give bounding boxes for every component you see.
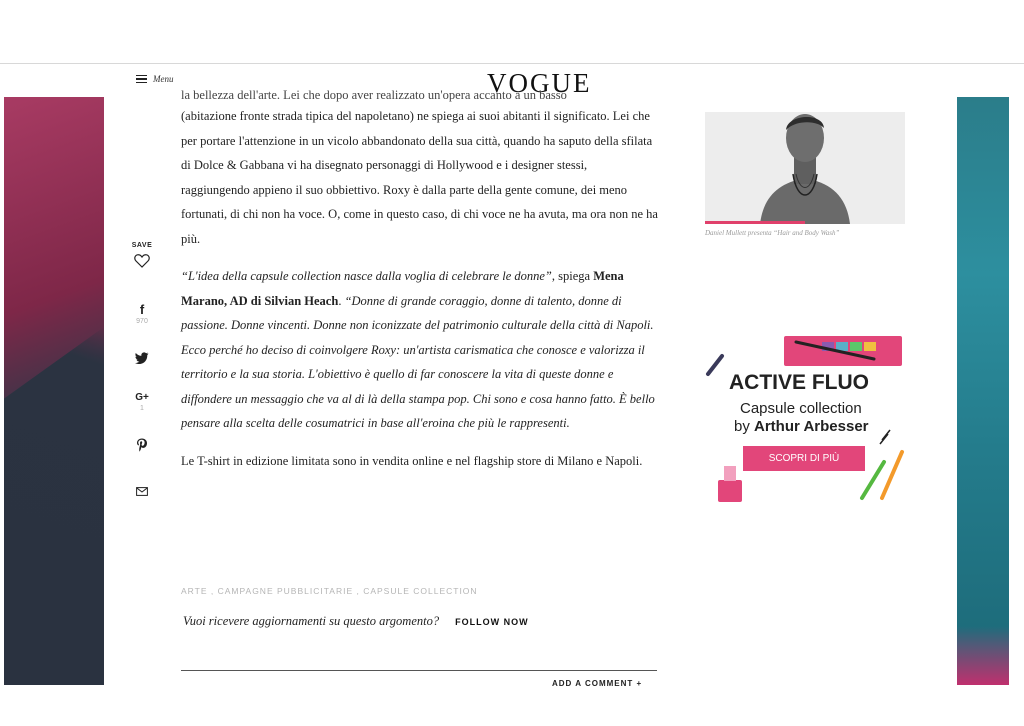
- email-icon[interactable]: [136, 483, 148, 501]
- follow-topic: [183, 614, 529, 629]
- article-cutoff-line: la bellezza dell'arte. Lei che dopo aver realizzato un'opera accanto a un basso: [181, 88, 567, 102]
- article-paragraph: Le T-shirt in edizione limitata sono in vendita online e nel flagship store di Milano e Napoli.: [181, 453, 643, 468]
- quote-text: “L'idea della capsule collection nasce dalla voglia di celebrare le donne”: [181, 269, 552, 283]
- article-body: [181, 88, 659, 486]
- follow-now-button[interactable]: FOLLOW NOW: [455, 616, 529, 627]
- article-paragraph: [181, 264, 659, 436]
- ad-byline: [734, 418, 869, 435]
- hamburger-icon: [136, 75, 147, 84]
- pinterest-icon[interactable]: [136, 438, 148, 457]
- comments-divider: [181, 670, 657, 671]
- scopri-button[interactable]: SCOPRI DI PIÙ: [743, 446, 865, 471]
- article-tags[interactable]: ARTE , CAMPAGNE PUBBLICITARIE , CAPSULE COLLECTION: [181, 586, 478, 596]
- quoted-person: Mena Marano, AD di Silvian Heach: [181, 269, 624, 308]
- photo-accent-bar: [705, 221, 805, 224]
- quote-text: “Donne di grande coraggio, donne di talento, donne di passione. Donne vincenti. Donne non iconizzate del patrimonio culturale della città di Napoli. Ecco perché ho deciso di coinvolgere Roxy: un'artista carismatica che conosce e valorizza il territorio e la sua storia. L'obiettivo è quello di far conoscere la vita di queste donne e diffondere un messaggio che va al di là della stampa pop. Chi sono e cosa hanno fatto. È bello pensare alla scelta delle cosumatrici in base all'eroina che più le rappresenti.: [181, 293, 655, 430]
- save-label: SAVE: [131, 242, 153, 249]
- photo-caption: Daniel Mullett presenta “Hair and Body Wash”: [705, 229, 840, 237]
- sidebar-photo[interactable]: [705, 112, 905, 224]
- menu-button[interactable]: [136, 74, 174, 84]
- inline-text: , spiega: [551, 269, 594, 283]
- share-bar: [128, 242, 156, 501]
- google-plus-count: 1: [140, 405, 144, 412]
- add-comment-button[interactable]: ADD A COMMENT +: [552, 679, 643, 686]
- left-background-panel: [4, 97, 104, 685]
- menu-label: Menu: [153, 74, 174, 84]
- facebook-icon[interactable]: f: [139, 302, 145, 317]
- article-paragraph: (abitazione fronte strada tipica del napoletano) ne spiega ai suoi abitanti il significato. Lei che per portare l'attenzione in un vicolo abbandonato della sua città, quando ha saputo della sfilata di Dolce & Gabbana vi ha disegnato personaggi di Hollywood e i designer stessi, raggiungendo appieno il suo obbiettivo. Roxy è dalla parte della gente comune, dei meno fortunati, di chi non ha voce. O, come in questo caso, di chi voce ne ha avuta, ma ora non ne ha più.: [181, 109, 658, 246]
- ad-title: ACTIVE FLUO: [729, 371, 869, 394]
- right-background-panel: [957, 97, 1009, 685]
- twitter-icon[interactable]: [135, 351, 149, 369]
- vogue-logo[interactable]: VOGUE: [487, 68, 592, 98]
- ad-designer-name: Arthur Arbesser: [754, 418, 869, 435]
- google-plus-icon[interactable]: G+: [135, 392, 149, 403]
- inline-text: .: [338, 293, 345, 308]
- advertisement[interactable]: [704, 334, 914, 504]
- heart-icon[interactable]: [134, 253, 150, 273]
- ad-subtitle: Capsule collection: [740, 400, 862, 417]
- follow-question: Vuoi ricevere aggiornamenti su questo argomento?: [183, 614, 440, 628]
- ad-byline-prefix: by: [734, 418, 755, 435]
- facebook-count: 970: [136, 318, 148, 325]
- model-portrait: [705, 112, 905, 224]
